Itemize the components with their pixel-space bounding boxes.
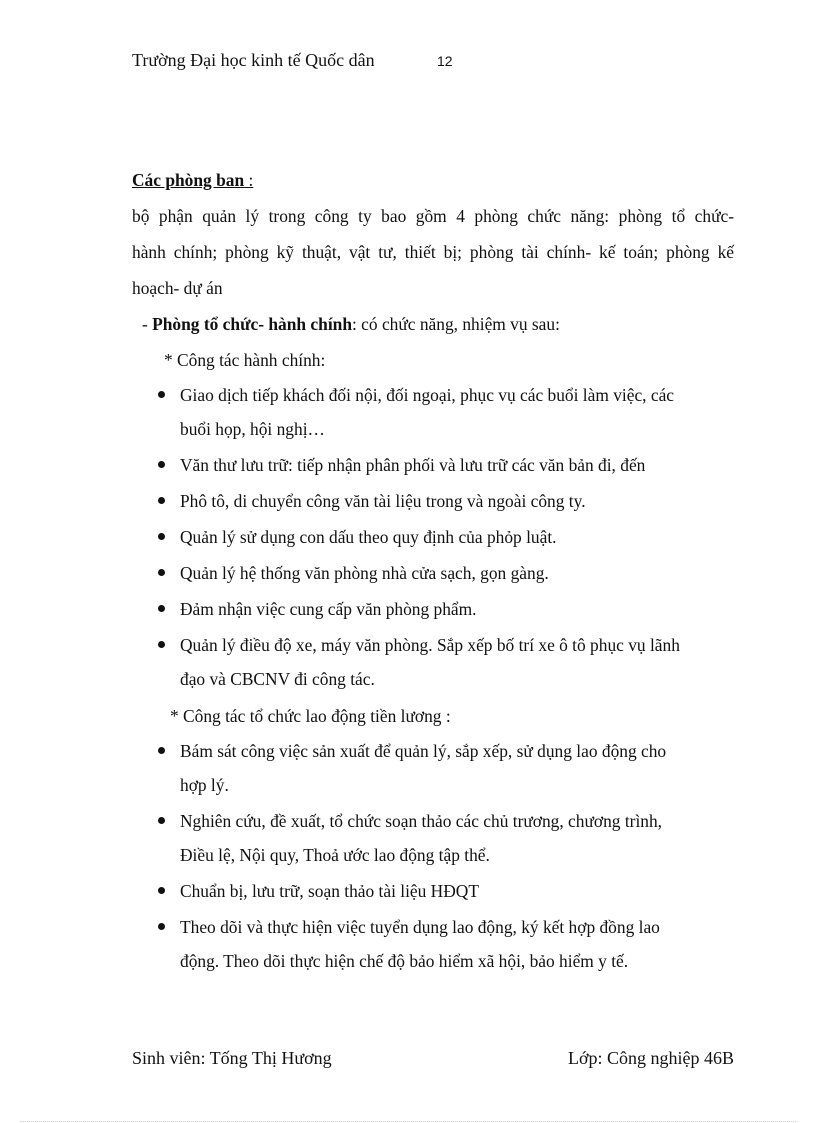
labor-heading: * Công tác tổ chức lao động tiền lương : [170, 706, 451, 726]
bullet-icon [158, 923, 165, 930]
bullet-icon [158, 391, 165, 398]
page-footer [132, 1048, 734, 1069]
department-prefix: - [142, 314, 153, 334]
school-name: Trường Đại học kinh tế Quốc dân [132, 50, 375, 70]
list-item [132, 378, 734, 446]
list-item-line: Theo dõi và thực hiện việc tuyển dụng lao động, ký kết hợp đồng lao [180, 917, 660, 937]
list-item [132, 520, 734, 554]
bullet-icon [158, 461, 165, 468]
student-name: Sinh viên: Tống Thị Hương [132, 1048, 332, 1068]
admin-list [132, 378, 734, 696]
list-item-line: hợp lý. [180, 775, 229, 795]
list-item-line: Nghiên cứu, đề xuất, tổ chức soạn thảo các chủ trương, chương trình, [180, 811, 663, 831]
section-title [132, 168, 734, 192]
intro-paragraph [132, 198, 734, 306]
list-item [132, 734, 734, 802]
list-item [132, 448, 734, 482]
section-title-suffix: : [244, 170, 254, 190]
bullet-icon [158, 533, 165, 540]
list-item [132, 910, 734, 978]
list-item-line: buổi họp, hội nghị… [180, 419, 325, 439]
intro-line: hoạch- dự án [132, 278, 223, 298]
bullet-icon [158, 817, 165, 824]
list-item [132, 804, 734, 872]
bullet-icon [158, 569, 165, 576]
list-item-line: Điều lệ, Nội quy, Thoả ước lao động tập thể. [180, 845, 490, 865]
bullet-icon [158, 747, 165, 754]
department-name: Phòng tổ chức- hành chính [152, 314, 352, 334]
list-item-line: Chuẩn bị, lưu trữ, soạn thảo tài liệu HĐQT [180, 881, 479, 901]
list-item [132, 556, 734, 590]
labor-list [132, 734, 734, 978]
list-item [132, 628, 734, 696]
department-desc: : có chức năng, nhiệm vụ sau: [352, 314, 560, 334]
intro-line: bộ phận quản lý trong công ty bao gồm 4 phòng chức năng: phòng tổ chức- [132, 206, 734, 226]
list-item [132, 484, 734, 518]
bullet-icon [158, 497, 165, 504]
list-item [132, 874, 734, 908]
list-item-line: Quản lý điều độ xe, máy văn phòng. Sắp xếp bố trí xe ô tô phục vụ lãnh [180, 635, 680, 655]
admin-heading: * Công tác hành chính: [164, 350, 326, 370]
intro-line: hành chính; phòng kỹ thuật, vật tư, thiết bị; phòng tài chính- kế toán; phòng kế [132, 242, 734, 262]
list-item-line: Bám sát công việc sản xuất để quản lý, sắp xếp, sử dụng lao động cho [180, 741, 667, 761]
page-break-divider [20, 1121, 796, 1122]
department-heading [142, 306, 734, 342]
list-item-line: Quản lý hệ thống văn phòng nhà cửa sạch, gọn gàng. [180, 563, 549, 583]
list-item-line: đạo và CBCNV đi công tác. [180, 669, 375, 689]
list-item-line: Phô tô, di chuyển công văn tài liệu trong và ngoài công ty. [180, 491, 586, 511]
list-item-line: Giao dịch tiếp khách đối nội, đối ngoại, phục vụ các buổi làm việc, các [180, 385, 675, 405]
page-number: 12 [437, 53, 453, 69]
bullet-icon [158, 887, 165, 894]
bullet-icon [158, 641, 165, 648]
page-header [132, 50, 453, 71]
list-item-line: Văn thư lưu trữ: tiếp nhận phân phối và lưu trữ các văn bản đi, đến [180, 455, 646, 475]
list-item-line: Quản lý sử dụng con dấu theo quy định của phỏp luật. [180, 527, 557, 547]
bullet-icon [158, 605, 165, 612]
list-item [132, 592, 734, 626]
page-content [132, 168, 734, 980]
section-title-text: Các phòng ban [132, 170, 245, 190]
list-item-line: Đảm nhận việc cung cấp văn phòng phẩm. [180, 599, 477, 619]
list-item-line: động. Theo dõi thực hiện chế độ bảo hiểm xã hội, bảo hiểm y tế. [180, 951, 629, 971]
class-name: Lớp: Công nghiệp 46B [567, 1048, 734, 1068]
